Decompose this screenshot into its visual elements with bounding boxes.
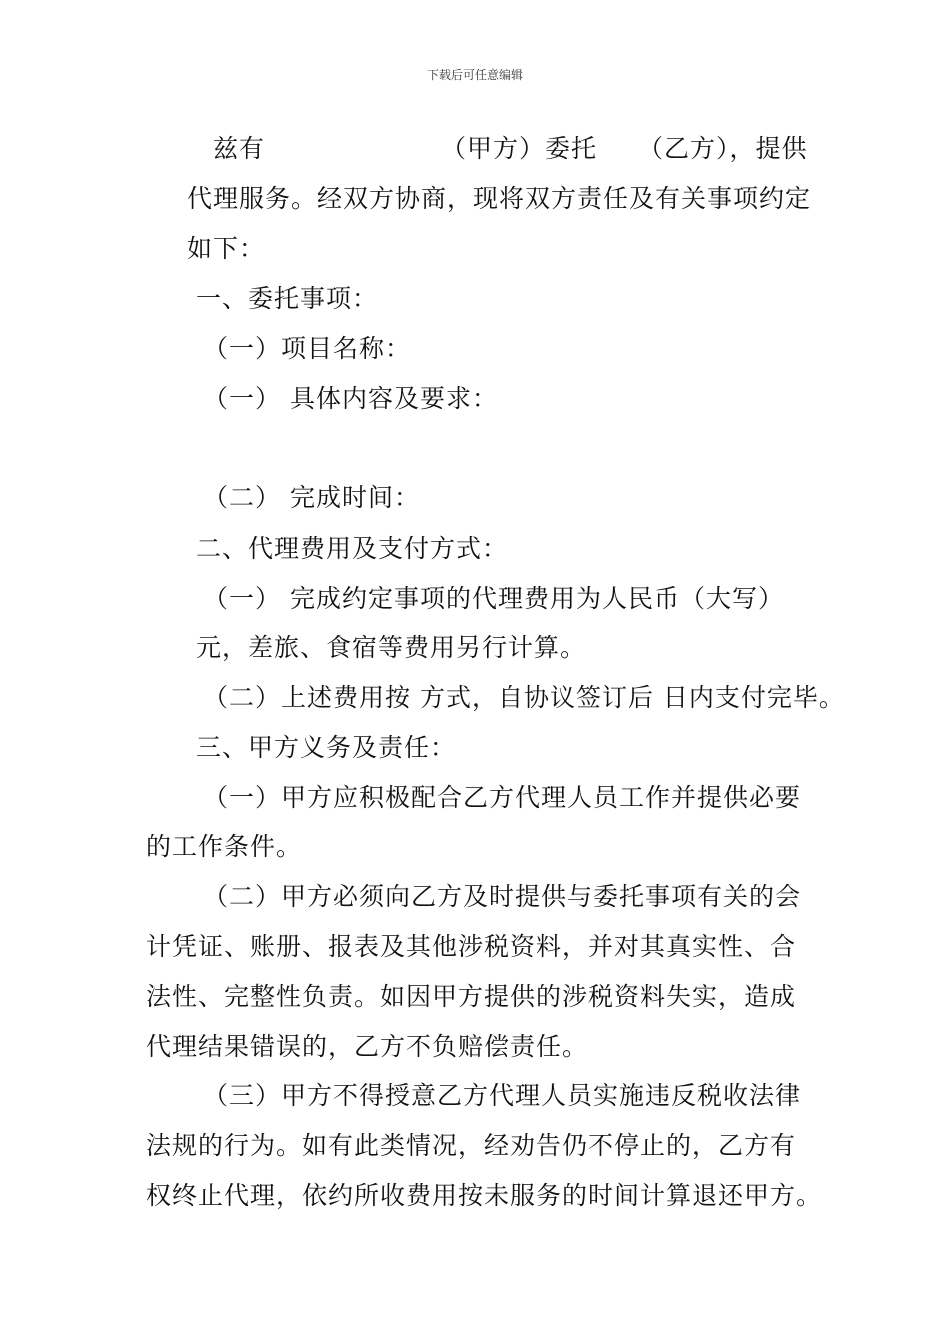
intro-party-b-text: （乙方），提供 <box>638 134 808 163</box>
section-2-title: 二、代理费用及支付方式： <box>196 534 509 563</box>
section-1-item-2: （一） 具体内容及要求： <box>203 384 498 413</box>
section-1-item-3: （二） 完成时间： <box>203 483 420 512</box>
section-3-item-2-line-4: 代理结果错误的，乙方不负赔偿责任。 <box>146 1032 589 1061</box>
section-1-item-1: （一）项目名称： <box>203 334 412 363</box>
section-2-item-1-line-1: （一） 完成约定事项的代理费用为人民币（大写） <box>203 584 784 613</box>
intro-party-text: 兹有 <box>213 134 266 163</box>
section-1-title: 一、委托事项： <box>196 284 379 313</box>
section-3-item-2-line-2: 计凭证、账册、报表及其他涉税资料，并对其真实性、合 <box>146 932 797 961</box>
intro-line-2: 代理服务。经双方协商，现将双方责任及有关事项约定 <box>187 184 812 213</box>
intro-line-1 <box>0 134 950 164</box>
section-2-item-2: （二）上述费用按 方式，自协议签订后 日内支付完毕。 <box>203 683 845 712</box>
section-3-item-3-line-3: 权终止代理，依约所收费用按未服务的时间计算退还甲方。 <box>146 1181 823 1210</box>
intro-line-3: 如下： <box>187 234 266 263</box>
section-3-item-1-line-1: （一）甲方应积极配合乙方代理人员工作并提供必要 <box>203 783 802 812</box>
section-3-item-1-line-2: 的工作条件。 <box>146 832 303 861</box>
section-3-item-2-line-1: （二）甲方必须向乙方及时提供与委托事项有关的会 <box>203 882 802 911</box>
section-3-item-3-line-2: 法规的行为。如有此类情况，经劝告仍不停止的，乙方有 <box>146 1131 797 1160</box>
page-header: 下载后可任意编辑 <box>426 68 523 82</box>
section-2-item-1-line-2: 元，差旅、食宿等费用另行计算。 <box>196 633 587 662</box>
section-3-item-2-line-3: 法性、完整性负责。如因甲方提供的涉税资料失实，造成 <box>146 982 797 1011</box>
section-3-item-3-line-1: （三）甲方不得授意乙方代理人员实施违反税收法律 <box>203 1081 802 1110</box>
intro-party-a-text: （甲方）委托 <box>441 134 598 163</box>
section-3-title: 三、甲方义务及责任： <box>196 733 457 762</box>
